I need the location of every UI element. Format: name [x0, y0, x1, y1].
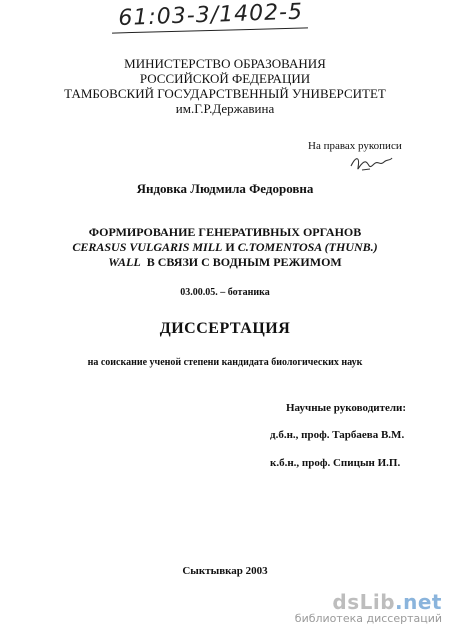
title-conjunction: И [222, 240, 238, 254]
species-author: WALL [108, 255, 141, 269]
supervisors-heading: Научные руководители: [286, 402, 407, 414]
document-type: ДИССЕРТАЦИЯ [159, 320, 291, 337]
university-namesake: им.Г.Р.Державина [175, 101, 275, 116]
supervisor-1: д.б.н., проф. Тарбаева В.М. [270, 429, 405, 441]
watermark-logo-main: dsLib [332, 590, 396, 614]
ministry-line-2: РОССИЙСКОЙ ФЕДЕРАЦИИ [139, 71, 311, 86]
title-line-3-rest: В СВЯЗИ С ВОДНЫМ РЕЖИМОМ [140, 255, 342, 269]
watermark[interactable] [295, 590, 442, 625]
city-year: Сыктывкар 2003 [182, 565, 268, 577]
title-line-3 [0, 255, 450, 270]
university-name: ТАМБОВСКИЙ ГОСУДАРСТВЕННЫЙ УНИВЕРСИТЕТ [64, 86, 386, 101]
title-line-2 [0, 240, 450, 255]
rights-note: На правах рукописи [308, 140, 402, 152]
degree-purpose: на соискание ученой степени кандидата биологических наук [87, 357, 363, 368]
species-name-b: C.TOMENTOSA (THUNB.) [237, 240, 378, 254]
specialty-code: 03.00.05. – ботаника [180, 287, 270, 298]
dissertation-title [0, 225, 450, 270]
author-name: Яндовка Людмила Федоровна [136, 181, 314, 196]
ministry-line-1: МИНИСТЕРСТВО ОБРАЗОВАНИЯ [124, 56, 326, 71]
watermark-logo[interactable] [295, 590, 442, 614]
ministry-header [0, 56, 450, 116]
title-line-1: ФОРМИРОВАНИЕ ГЕНЕРАТИВНЫХ ОРГАНОВ [88, 225, 362, 239]
watermark-logo-domain: .net [395, 590, 442, 614]
species-name-a: CERASUS VULGARIS MILL [72, 240, 223, 254]
watermark-subtitle: библиотека диссертаций [294, 612, 442, 625]
supervisor-2: к.б.н., проф. Спицын И.П. [270, 457, 401, 469]
signature-icon [348, 152, 394, 174]
handwritten-catalog-number: 61:03-3/1402-5 [118, 0, 304, 31]
